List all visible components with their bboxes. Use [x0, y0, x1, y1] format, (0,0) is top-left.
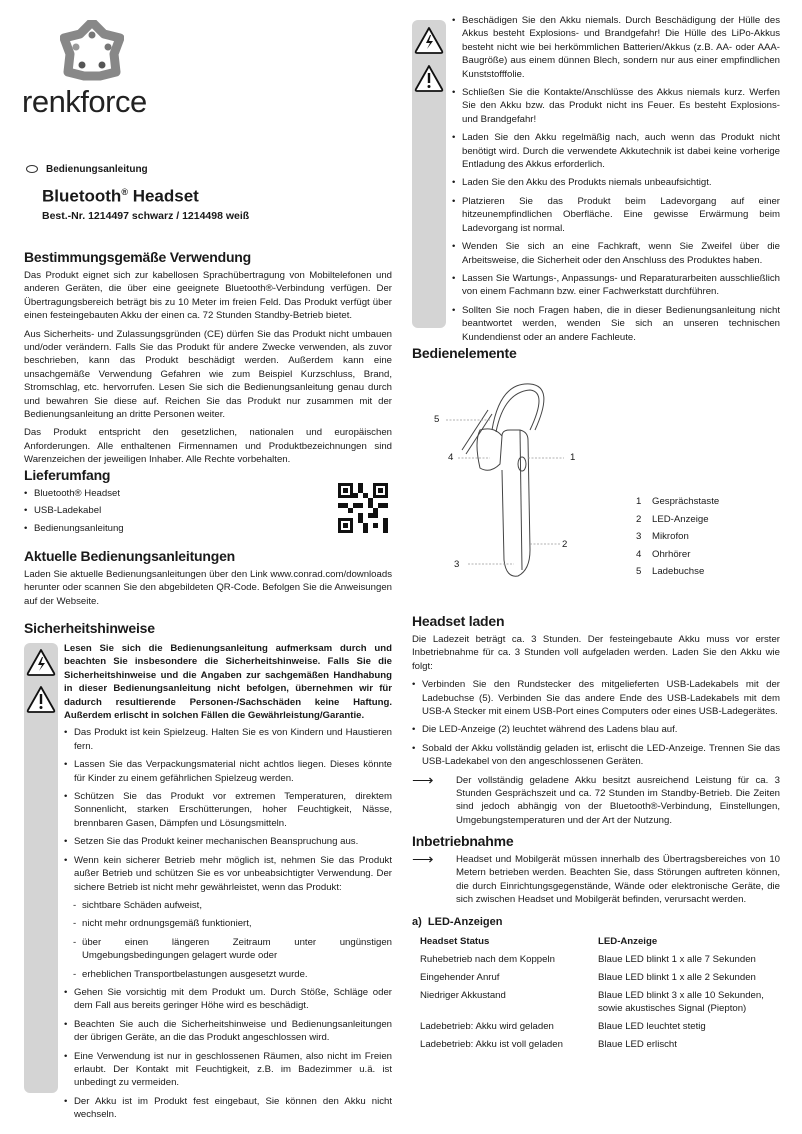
table-row: Ladebetrieb: Akku ist voll geladen Blaue LED erlischt [420, 1038, 677, 1050]
safety-sidebar [24, 643, 58, 1093]
list-item: • Der Akku ist im Produkt fest eingebaut, Sie können den Akku nicht wechseln. [64, 1095, 392, 1122]
list-item: • Lassen Sie das Verpackungsmaterial nicht achtlos liegen. Dieses könnte für Kinder zu einem gefährlichen Spielzeug werden. [64, 758, 392, 785]
legend-item: 3 Mikrofon [636, 531, 689, 542]
safety-content [64, 642, 392, 1127]
note: ⟶ Der vollständig geladene Akku besitzt ausreichend Leistung für ca. 3 Stunden Gesprächszeit und ca. 72 Stunden im Standby-Betrieb. Die Zeiten sind jedoch abhängig von der Bluetooth®-Verbindung, Einstellungen, Umgebungstemperaturen und der Art der Nutzung. [412, 771, 780, 826]
legend-item: 1 Gesprächstaste [636, 496, 720, 507]
section-heading: Inbetriebnahme [412, 833, 514, 849]
section-heading: Aktuelle Bedienungsanleitungen [24, 548, 236, 564]
list-item: • Schützen Sie das Produkt vor extremen Temperaturen, direktem Sonnenlicht, starken Erschütterungen, hoher Feuchtigkeit, Nässe, brennbaren Gasen, Dämpfen und Lösungsmitteln. [64, 790, 392, 830]
callout-1: 1 [570, 452, 576, 463]
scope-section [24, 467, 392, 539]
manuals-section [24, 548, 392, 613]
list-item: • Setzen Sie das Produkt keiner mechanischen Beanspruchung aus. [64, 835, 392, 848]
safety-content-2 [452, 14, 780, 349]
callout-4: 4 [448, 452, 454, 463]
paragraph: Das Produkt eignet sich zur kabellosen Sprachübertragung von Mobiltelefonen und anderen Geräten, die über eine geeignete Bluetooth®-Verbindung verfügen. Der Übertragungsbereich beträgt bis zu 10 Meter im freien Feld. Das Produkt verfügt über einen festeingebauten Akku der einen ca. 72 Stunden Standby-Betrieb bietet. [24, 270, 392, 322]
section-heading: Headset laden [412, 613, 505, 629]
list-item: • Bedienungsanleitung [24, 522, 392, 535]
page-title: Bluetooth® Headset [42, 186, 199, 206]
headset-diagram [410, 370, 780, 582]
sub-list-item: - nicht mehr ordnungsgemäß funktioniert, [64, 917, 392, 930]
doc-type: Bedienungsanleitung [26, 163, 148, 176]
warning-icon [26, 685, 56, 713]
downloads-link[interactable]: www.conrad.com/downloads [270, 569, 392, 580]
safety-section [24, 620, 392, 640]
list-item: • Verbinden Sie den Rundstecker des mitgelieferten USB-Ladekabels mit der Ladebuchse (5). Verbinden Sie das andere Ende des USB-Ladekabels mit dem USB-A Stecker mit einem USB-Port eines Computers oder eines USB-Ladegerätes. [412, 678, 780, 718]
manual-icon [26, 165, 38, 173]
intended-use-section [24, 249, 392, 472]
list-item: • Bluetooth® Headset [24, 487, 392, 500]
subsection-heading: a) LED-Anzeigen [412, 915, 503, 928]
qr-code[interactable] [338, 483, 388, 533]
paragraph: Laden Sie aktuelle Bedienungsanleitungen über den Link www.conrad.com/downloads herunter oder scannen Sie den abgebildeten QR-Code. Befolgen Sie die Anweisungen auf der Webseite. [24, 569, 392, 607]
list-item: • Laden Sie den Akku des Produkts niemals unbeaufsichtigt. [452, 176, 780, 189]
table-row: Niedriger Akkustand Blaue LED blinkt 3 x alle 10 Sekunden, sowie akustisches Signal (Piepton) [420, 989, 764, 1014]
list-item: • Das Produkt ist kein Spielzeug. Halten Sie es von Kindern und Haustieren fern. [64, 726, 392, 753]
arrow-right-icon: ⟶ [412, 851, 434, 868]
section-heading: Bestimmungsgemäße Verwendung [24, 249, 252, 265]
safety-intro: Lesen Sie sich die Bedienungsanleitung aufmerksam durch und beachten Sie insbesondere die Sicherheitshinweise. Falls Sie die Sicherheitshinweise und die Angaben zur sachgemäßen Handhabung in dieser Bedienungsanleitung nicht befolgen, übernehmen wir für dadurch resultierende Personen-/Sachschäden keine Haftung. Außerdem erlischt in solchen Fällen die Gewährleistung/Garantie. [64, 643, 392, 722]
list-item: • Sollten Sie noch Fragen haben, die in dieser Bedienungsanleitung nicht beantwortet werden, wenden Sie sich an unseren technischen Kundendienst oder an andere Fachleute. [452, 304, 780, 344]
table-row: Eingehender Anruf Blaue LED blinkt 1 x alle 2 Sekunden [420, 971, 756, 983]
order-number: Best.-Nr. 1214497 schwarz / 1214498 weiß [42, 210, 250, 222]
list-item: • Platzieren Sie das Produkt beim Ladevorgang auf einer hitzeunempfindlichen Oberfläche. Eine gewisse Erwärmung beim Ladevorgang ist normal. [452, 195, 780, 235]
sub-list-item: - sichtbare Schäden aufweist, [64, 899, 392, 912]
list-item: • Wenn kein sicherer Betrieb mehr möglich ist, nehmen Sie das Produkt außer Betrieb und schützen Sie es vor unbeabsichtigter Verwendung. Der sichere Betrieb ist nicht mehr gewährleistet, wenn das Produkt: [64, 854, 392, 894]
list-item: • Beachten Sie auch die Sicherheitshinweise und Bedienungsanleitungen der übrigen Geräte, an die das Produkt angeschlossen wird. [64, 1018, 392, 1045]
section-heading: Sicherheitshinweise [24, 620, 155, 636]
paragraph: Das Produkt entspricht den gesetzlichen, nationalen und europäischen Anforderungen. Alle enthaltenen Firmennamen und Produktbezeichnungen sind Warenzeichen der jeweiligen Inhaber. Alle Rechte vorbehalten. [24, 427, 392, 466]
electric-hazard-icon [414, 26, 444, 54]
brand-name: renkforce [22, 84, 147, 119]
startup-section [412, 833, 780, 1056]
legend-item: 5 Ladebuchse [636, 566, 705, 577]
list-item: • Gehen Sie vorsichtig mit dem Produkt um. Durch Stöße, Schläge oder dem Fall aus bereits geringer Höhe wird es beschädigt. [64, 986, 392, 1013]
paragraph: Aus Sicherheits- und Zulassungsgründen (CE) dürfen Sie das Produkt nicht umbauen und/oder verändern. Falls Sie das Produkt für andere Zwecke verwenden, als zuvor beschrieben, kann das Produkt beschädigt werden. Außerdem kann eine unsachgemäße Verwendung Gefahren wie zum Beispiel Kurzschluss, Brand, Stromschlag, etc. hervorrufen. Lesen Sie sich die Bedienungsanleitung genau durch und bewahren Sie diese auf. Reichen Sie das Produkt nur zusammen mit der Bedienungsanleitung an dritte Personen weiter. [24, 328, 392, 421]
list-item: • Schließen Sie die Kontakte/Anschlüsse des Akkus niemals kurz. Werfen Sie den Akku bzw. das Produkt nicht ins Feuer. Es besteht Explosions- und Brandgefahr! [452, 86, 780, 126]
legend-item: 4 Ohrhörer [636, 548, 691, 560]
legend-item: 2 LED-Anzeige [636, 513, 709, 525]
callout-3: 3 [454, 559, 460, 570]
callout-5: 5 [434, 414, 440, 425]
controls-section [412, 345, 780, 365]
list-item: • Sobald der Akku vollständig geladen ist, erlischt die LED-Anzeige. Trennen Sie das USB-Ladekabel von den angeschlossenen Geräten. [412, 742, 780, 769]
headset-illustration [410, 370, 650, 582]
logo-star-icon [60, 20, 124, 82]
section-heading: Lieferumfang [24, 467, 111, 483]
electric-hazard-icon [26, 648, 56, 676]
charging-section [412, 613, 780, 832]
brand-logo [22, 20, 162, 120]
list-item: • Laden Sie den Akku regelmäßig nach, auch wenn das Produkt nicht benötigt wird. Durch die verwendete Akkutechnik ist dabei keine vorherige Entladung des Akkus erforderlich. [452, 131, 780, 171]
safety-sidebar-2 [412, 20, 446, 328]
list-item: • Beschädigen Sie den Akku niemals. Durch Beschädigung der Hülle des Akkus besteht Explosions- und Brandgefahr! Die Hülle des LiPo-Akkus besteht nicht wie bei herkömmlichen Batterien/Akkus (z.B. AA- oder AAA-Baugröße) aus einem dünnen Blech, sondern nur aus einer empfindlichen Kunststofffolie. [452, 14, 780, 81]
callout-2: 2 [562, 539, 568, 550]
arrow-right-icon: ⟶ [412, 771, 434, 789]
list-item: • Eine Verwendung ist nur in geschlossenen Räumen, also nicht im Freien erlaubt. Der Kontakt mit Feuchtigkeit, z.B. im Badezimmer u.ä. ist unbedingt zu vermeiden. [64, 1050, 392, 1090]
note: ⟶ Headset und Mobilgerät müssen innerhalb des Übertragsbereiches von 10 Metern betrieben werden. Beachten Sie, dass Störungen auftreten können, die durch Einrichtungsgegenstände, Wände oder elektronische Geräte, die sich zwischen Headset und Mobilgerät befinden, verursacht werden. [412, 851, 780, 906]
warning-icon [414, 64, 444, 92]
paragraph: Die Ladezeit beträgt ca. 3 Stunden. Der festeingebaute Akku muss vor erster Inbetriebnahme für ca. 3 Stunden voll aufgeladen werden. Laden Sie den Akku wie folgt: [412, 634, 780, 672]
list-item: • Die LED-Anzeige (2) leuchtet während des Ladens blau auf. [412, 723, 780, 736]
table-row: Ladebetrieb: Akku wird geladen Blaue LED leuchtet stetig [420, 1020, 706, 1032]
section-heading: Bedienelemente [412, 345, 517, 361]
led-table: Headset Status LED-Anzeige Ruhebetrieb nach dem Koppeln Blaue LED blinkt 1 x alle 7 Sekunden Eingehender Anruf Blaue LED blinkt 1 x alle 2 Sekunden Niedriger Akkustand Blaue LED blinkt 3 x alle 10 Sekunden, sowie akustisches Signal (Piepton) Ladebetrieb: Akku wird geladen Blaue LED leuchtet stetig Ladebetrieb: Akku ist voll geladen Blaue LED erlischt [420, 935, 778, 1056]
list-item: • Wenden Sie sich an eine Fachkraft, wenn Sie Zweifel über die Arbeitsweise, die Sicherheit oder den Anschluss des Produktes haben. [452, 240, 780, 267]
sub-list-item: - erheblichen Transportbelastungen ausgesetzt wurde. [64, 968, 392, 981]
list-item: • Lassen Sie Wartungs-, Anpassungs- und Reparaturarbeiten ausschließlich von einem Fachmann bzw. einer Fachwerkstatt durchführen. [452, 272, 780, 299]
list-item: • USB-Ladekabel [24, 504, 392, 517]
controls-legend [636, 493, 719, 581]
sub-list-item: - über einen längeren Zeitraum unter ungünstigen Umgebungsbedingungen gelagert wurde oder [64, 936, 392, 963]
table-row: Ruhebetrieb nach dem Koppeln Blaue LED blinkt 1 x alle 7 Sekunden [420, 953, 756, 965]
